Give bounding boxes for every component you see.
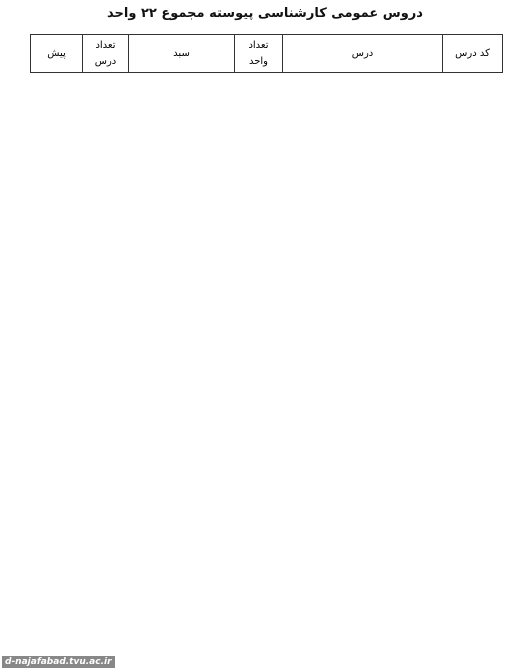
page-title: دروس عمومی کارشناسی پیوسته مجموع ۲۲ واحد	[107, 6, 423, 21]
header-code: کد درس	[443, 35, 503, 73]
courses-table	[30, 34, 503, 73]
header-prereq: پیش	[31, 35, 83, 73]
header-name: درس	[283, 35, 443, 73]
header-count: تعداد درس	[83, 35, 129, 73]
header-units: تعداد واحد	[235, 35, 283, 73]
header-basket: سبد	[129, 35, 235, 73]
watermark: d-najafabad.tvu.ac.ir	[2, 656, 115, 668]
table-header-row	[31, 35, 503, 73]
